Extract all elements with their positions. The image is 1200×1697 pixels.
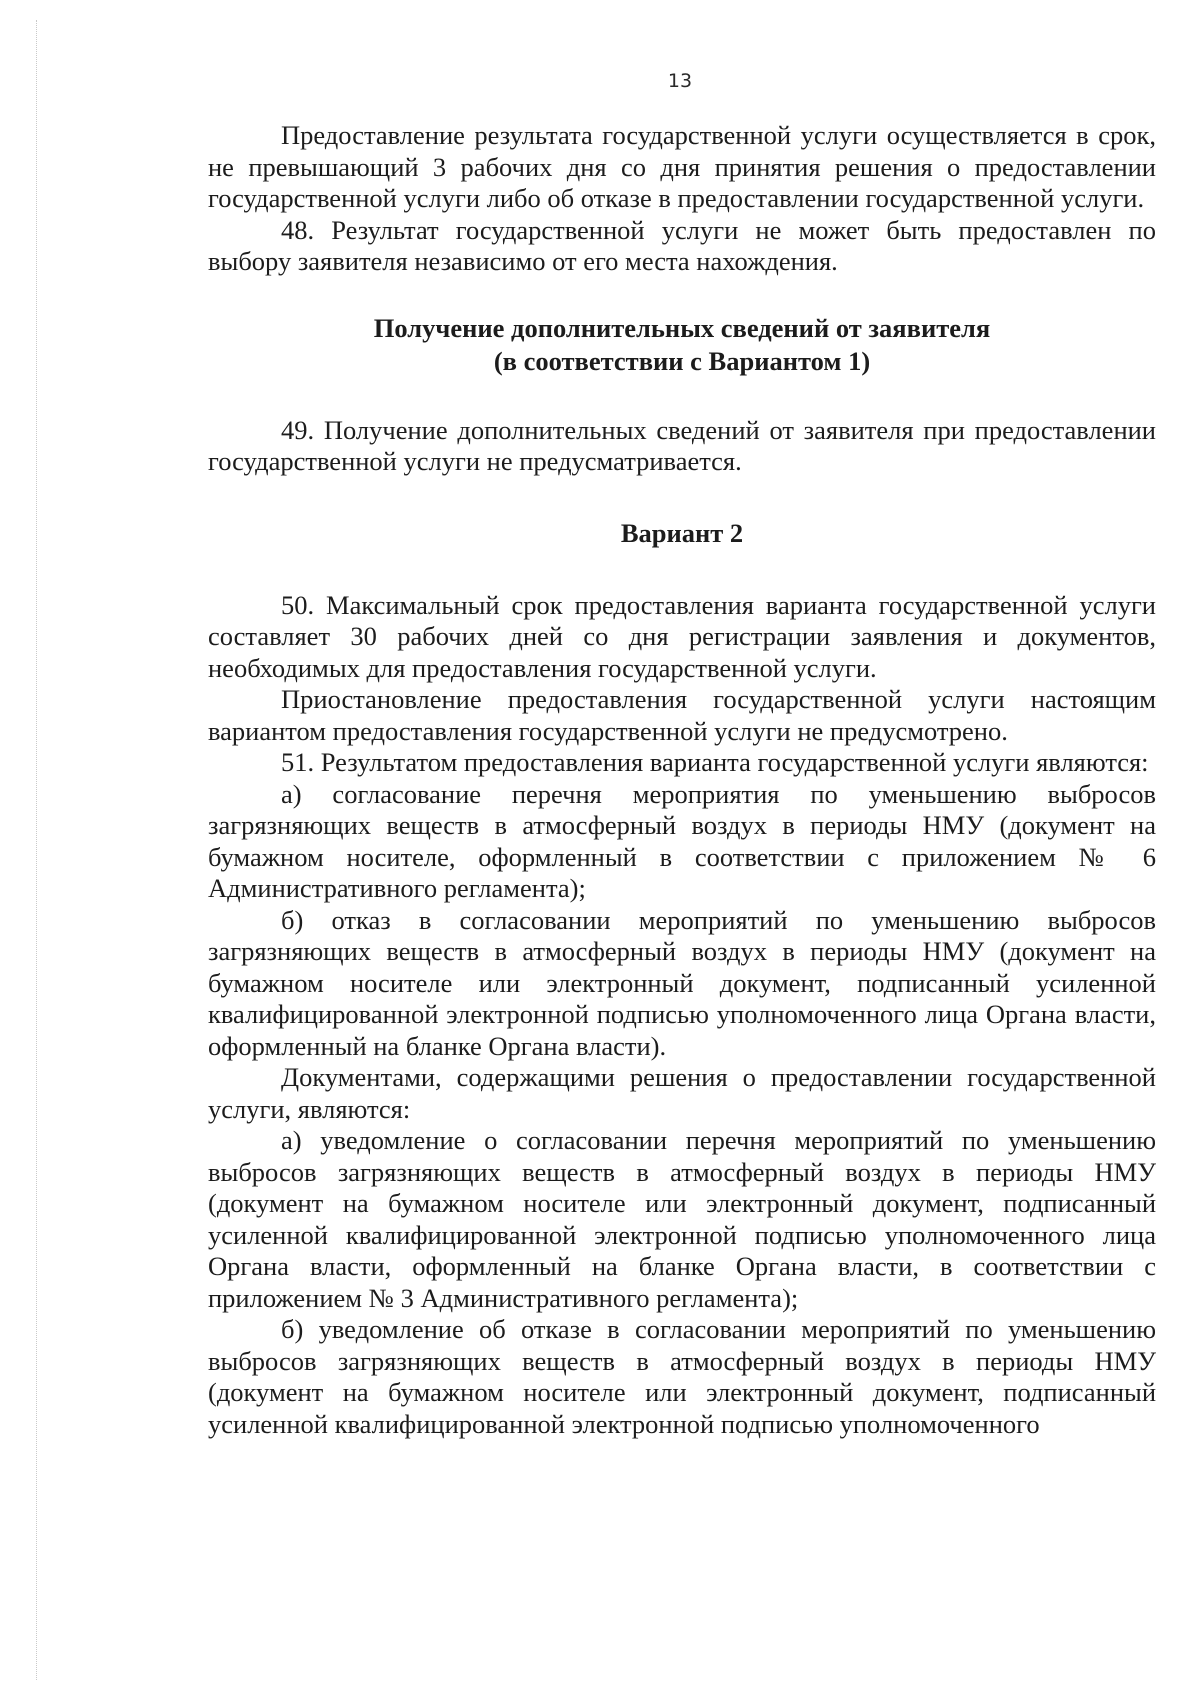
section-heading-additional-info <box>208 312 1156 378</box>
paragraph-decision-documents-item-b: б) уведомление об отказе в согласовании мероприятий по уменьшению выбросов загрязняющих веществ в атмосферный воздух в периоды НМУ (документ на бумажном носителе или электронный документ, подписанный усиленной квалифицированной электронной подписью уполномоченного <box>208 1314 1156 1439</box>
page-number: 13 <box>667 70 693 92</box>
paragraph-50: 50. Максимальный срок предоставления варианта государственной услуги составляет 30 рабочих дней со дня регистрации заявления и документов, необходимых для предоставления государственной услуги. <box>208 589 1156 683</box>
section-heading-line-1: Получение дополнительных сведений от заявителя <box>373 312 991 343</box>
paragraph-50-suspension: Приостановление предоставления государственной услуги настоящим вариантом предоставления государственной услуги не предусмотрено. <box>208 684 1156 746</box>
paragraph-51-item-a: а) согласование перечня мероприятия по уменьшению выбросов загрязняющих веществ в атмосферный воздух в периоды НМУ (документ на бумажном носителе, оформленный в соответствии с приложением № 6 Административного регламента); <box>208 778 1156 903</box>
paragraph-51-item-b: б) отказ в согласовании мероприятий по уменьшению выбросов загрязняющих веществ в атмосферный воздух в периоды НМУ (документ на бумажном носителе или электронный документ, подписанный усиленной квалифицированной электронной подписью уполномоченного лица Органа власти, оформленный на бланке Органа власти). <box>208 904 1156 1061</box>
paragraph-49: 49. Получение дополнительных сведений от заявителя при предоставлении государственной услуги не предусматривается. <box>208 414 1156 476</box>
section-heading-line-2: (в соответствии с Вариантом 1) <box>493 345 871 376</box>
section-heading-variant-2: Вариант 2 <box>620 517 744 548</box>
paragraph-result-delivery-term: Предоставление результата государственной услуги осуществляется в срок, не превышающий 3 рабочих дня со дня принятия решения о предоставлении государственной услуги либо об отказе в предоставлении государственной услуги. <box>208 120 1156 213</box>
paragraph-decision-documents-item-a: а) уведомление о согласовании перечня мероприятий по уменьшению выбросов загрязняющих веществ в атмосферный воздух в периоды НМУ (документ на бумажном носителе или электронный документ, подписанный усиленной квалифицированной электронной подписью уполномоченного лица Органа власти, оформленный на бланке Органа власти, в соответствии с приложением № 3 Административного регламента); <box>208 1125 1156 1313</box>
paragraph-51: 51. Результатом предоставления варианта государственной услуги являются: <box>281 747 1149 777</box>
scan-edge-artifact <box>36 20 37 1680</box>
document-body <box>208 120 1156 1440</box>
paragraph-48: 48. Результат государственной услуги не может быть предоставлен по выбору заявителя независимо от его места нахождения. <box>208 214 1156 276</box>
paragraph-decision-documents: Документами, содержащими решения о предоставлении государственной услуги, являются: <box>208 1062 1156 1124</box>
